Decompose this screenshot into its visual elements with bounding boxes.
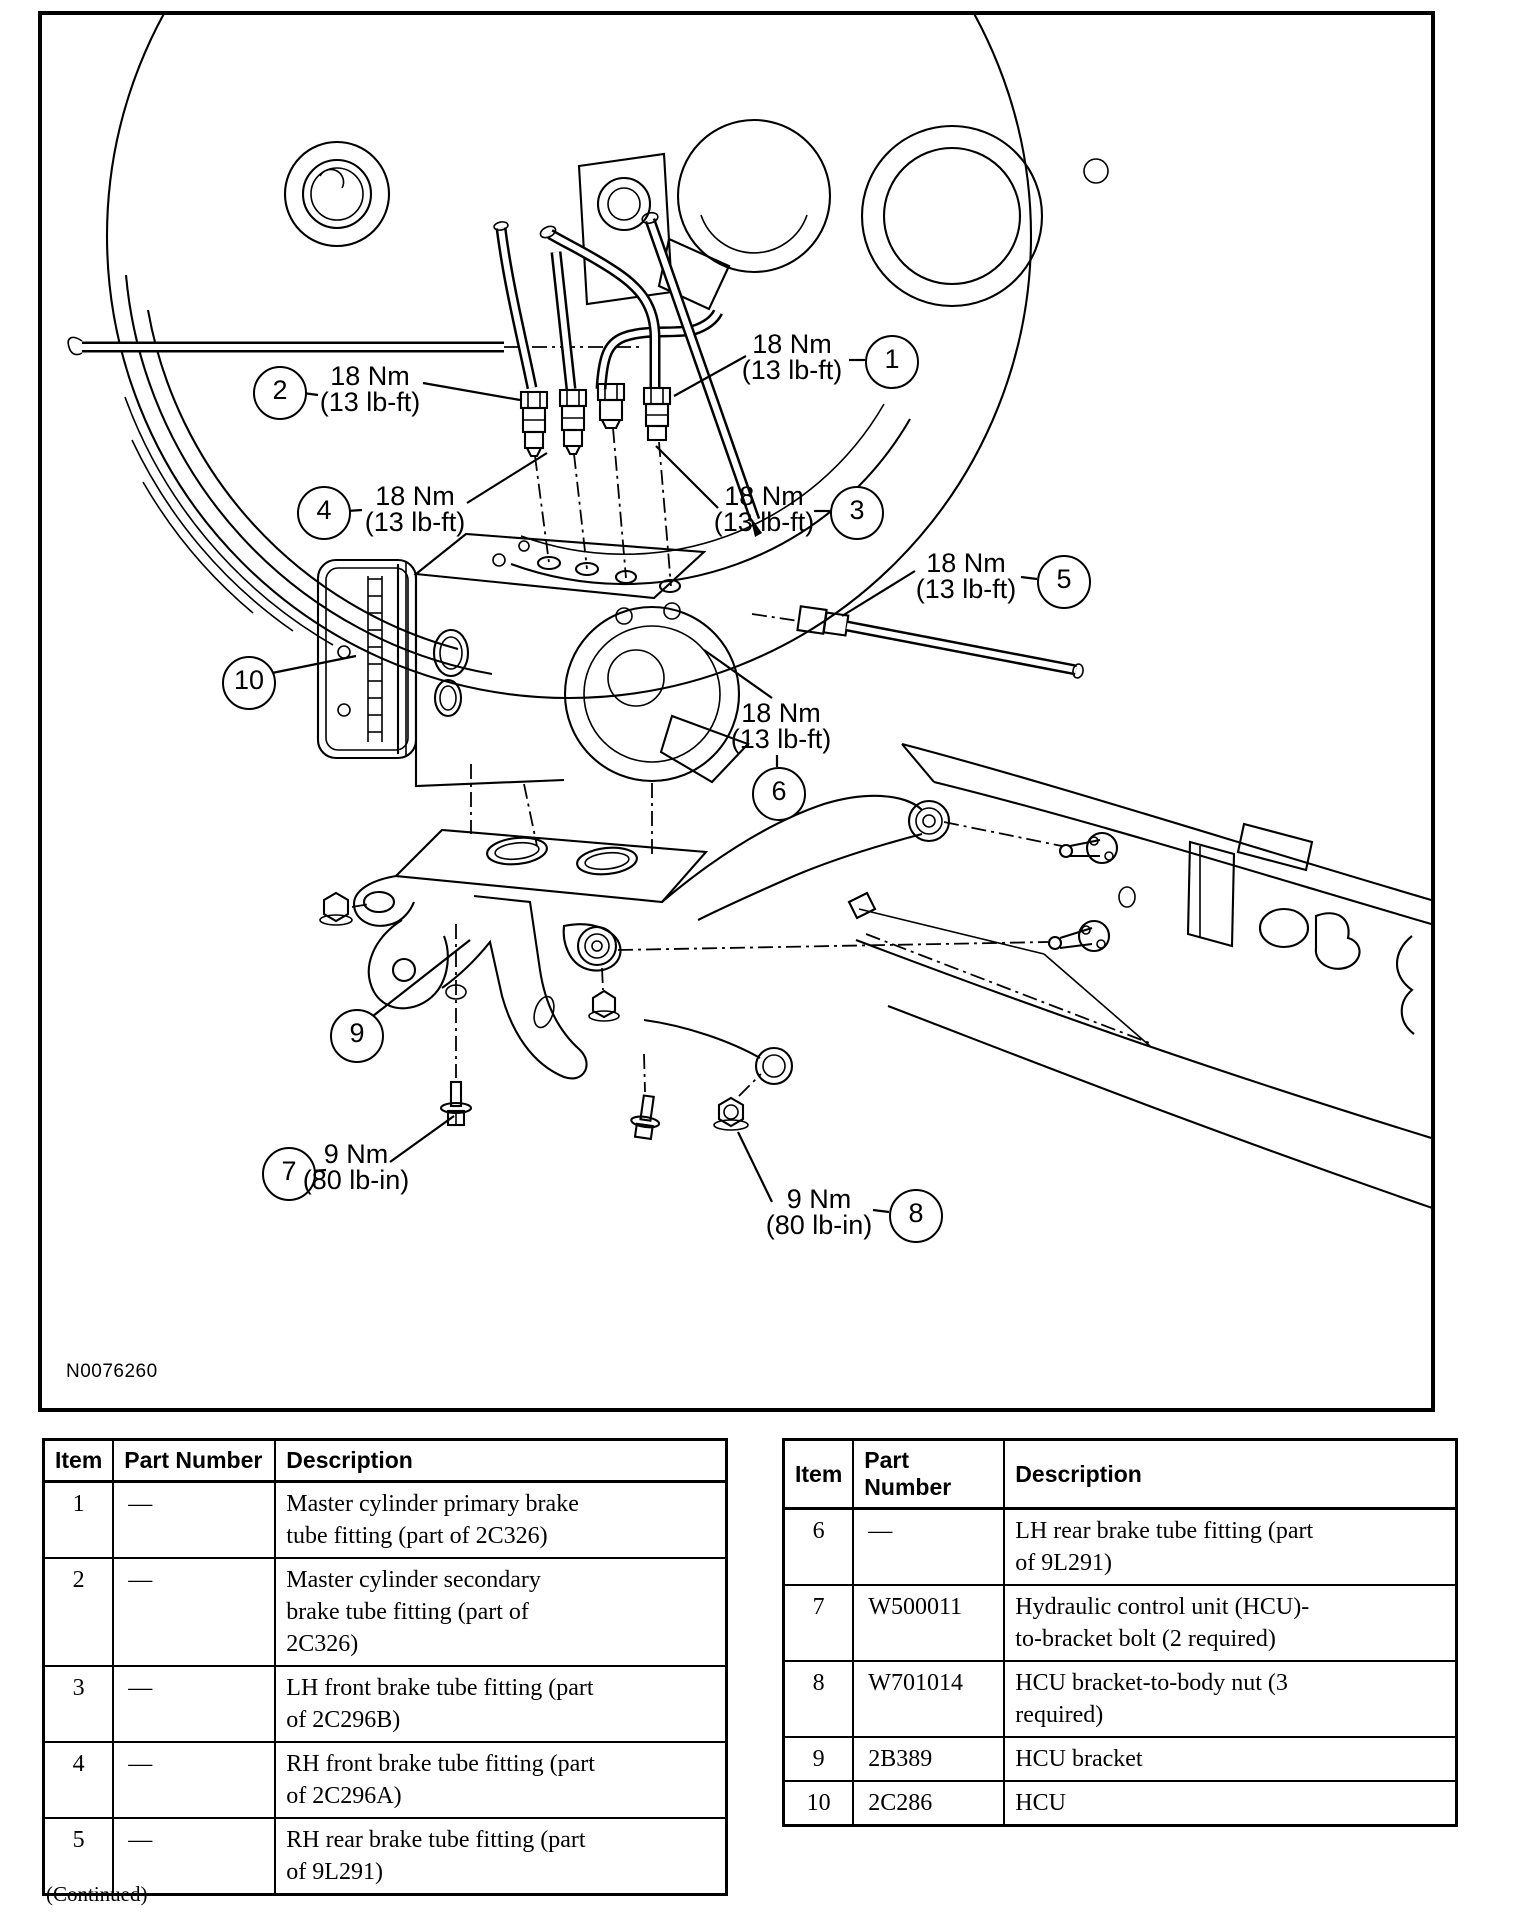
torque-label-5	[891, 550, 1041, 602]
column-header-description: Description	[275, 1440, 726, 1482]
torque-label-8	[744, 1186, 894, 1238]
part-description-cell	[1004, 1781, 1456, 1826]
callout-2: 2	[253, 366, 307, 420]
parts-table-right	[782, 1438, 1458, 1827]
callout-7: 7	[262, 1147, 316, 1201]
callout-3: 3	[830, 486, 884, 540]
torque-label-line: 9 Nm	[786, 1184, 852, 1214]
item-number: 4	[44, 1742, 114, 1818]
part-description: Hydraulic control unit (HCU)-to-bracket bolt (2 required)	[1015, 1594, 1310, 1652]
torque-label-line: 18 Nm	[752, 329, 832, 359]
part-description-cell	[275, 1482, 726, 1559]
item-number: 10	[784, 1781, 854, 1826]
callout-9: 9	[330, 1009, 384, 1063]
callout-6: 6	[752, 767, 806, 821]
column-header-item: Item	[44, 1440, 114, 1482]
torque-label-line: (13 lb-ft)	[915, 574, 1017, 604]
table-row	[44, 1666, 727, 1742]
part-number: 2C286	[853, 1781, 1004, 1826]
part-description-cell	[1004, 1661, 1456, 1737]
torque-label-line: (80 lb-in)	[765, 1210, 873, 1240]
callout-1: 1	[865, 335, 919, 389]
torque-label-line: 9 Nm	[323, 1139, 389, 1169]
torque-label-line: 18 Nm	[741, 698, 821, 728]
part-number: —	[113, 1666, 275, 1742]
table-row	[784, 1737, 1457, 1781]
part-description: RH rear brake tube fitting (part of 9L291)	[286, 1827, 586, 1885]
torque-label-line: 18 Nm	[724, 481, 804, 511]
torque-label-line: (13 lb-ft)	[713, 507, 815, 537]
parts-table-left	[42, 1438, 728, 1896]
item-number: 9	[784, 1737, 854, 1781]
torque-label-line: 18 Nm	[926, 548, 1006, 578]
callout-8: 8	[889, 1189, 943, 1243]
part-number: —	[113, 1558, 275, 1666]
table-row	[44, 1558, 727, 1666]
torque-label-7	[281, 1141, 431, 1193]
part-description: HCU	[1015, 1790, 1066, 1816]
item-number: 3	[44, 1666, 114, 1742]
tube-fittings-drawing	[521, 384, 671, 586]
part-number: —	[113, 1818, 275, 1895]
torque-label-4	[340, 483, 490, 535]
continued-note: (Continued)	[46, 1882, 148, 1906]
table-row	[44, 1482, 727, 1559]
torque-label-6	[706, 700, 856, 752]
torque-label-line: 18 Nm	[375, 481, 455, 511]
part-description-cell	[275, 1818, 726, 1895]
torque-label-line: (13 lb-ft)	[319, 387, 421, 417]
part-description: Master cylinder secondary brake tube fitting (part of 2C326)	[286, 1567, 541, 1657]
part-description-cell	[1004, 1585, 1456, 1661]
part-description: Master cylinder primary brake tube fitting (part of 2C326)	[286, 1491, 579, 1549]
table-row	[784, 1781, 1457, 1826]
item-number: 8	[784, 1661, 854, 1737]
table-row	[44, 1742, 727, 1818]
part-description: HCU bracket-to-body nut (3 required)	[1015, 1670, 1288, 1728]
part-number: —	[113, 1482, 275, 1559]
part-description-cell	[275, 1742, 726, 1818]
part-description: HCU bracket	[1015, 1746, 1143, 1772]
parts-table-left-body	[44, 1482, 727, 1895]
part-description: LH rear brake tube fitting (part of 9L291)	[1015, 1518, 1314, 1576]
torque-label-3	[689, 483, 839, 535]
callout-10: 10	[222, 656, 276, 710]
parts-table-right-header	[784, 1440, 1457, 1509]
part-description-cell	[275, 1666, 726, 1742]
column-header-item: Item	[784, 1440, 854, 1509]
item-number: 1	[44, 1482, 114, 1559]
torque-label-line: 18 Nm	[330, 361, 410, 391]
item-number: 7	[784, 1585, 854, 1661]
item-number: 6	[784, 1509, 854, 1586]
torque-label-line: (80 lb-in)	[302, 1165, 410, 1195]
part-number: 2B389	[853, 1737, 1004, 1781]
hcu-bracket-drawing	[354, 796, 1062, 1084]
item-number: 5	[44, 1818, 114, 1895]
frame-rail-drawing	[849, 744, 1431, 1210]
table-row	[784, 1585, 1457, 1661]
torque-label-line: (13 lb-ft)	[741, 355, 843, 385]
table-row	[784, 1509, 1457, 1586]
parts-table-left-header	[44, 1440, 727, 1482]
part-description: LH front brake tube fitting (part of 2C296B)	[286, 1675, 594, 1733]
parts-table-right-body	[784, 1509, 1457, 1826]
column-header-description: Description	[1004, 1440, 1456, 1509]
exploded-view-figure	[38, 11, 1435, 1412]
part-number: W500011	[853, 1585, 1004, 1661]
column-header-part-number: Part Number	[853, 1440, 1004, 1509]
part-number: —	[113, 1742, 275, 1818]
torque-label-line: (13 lb-ft)	[730, 724, 832, 754]
part-description: RH front brake tube fitting (part of 2C296A)	[286, 1751, 595, 1809]
torque-label-1	[717, 331, 867, 383]
column-header-part-number: Part Number	[113, 1440, 275, 1482]
figure-id: N0076260	[66, 1361, 158, 1382]
part-description-cell	[275, 1558, 726, 1666]
callout-5: 5	[1037, 555, 1091, 609]
part-description-cell	[1004, 1509, 1456, 1586]
torque-label-2	[295, 363, 445, 415]
item-number: 2	[44, 1558, 114, 1666]
fasteners-drawing	[320, 893, 761, 1140]
torque-label-line: (13 lb-ft)	[364, 507, 466, 537]
part-number: —	[853, 1509, 1004, 1586]
part-description-cell	[1004, 1737, 1456, 1781]
callout-4: 4	[297, 486, 351, 540]
table-row	[784, 1661, 1457, 1737]
part-number: W701014	[853, 1661, 1004, 1737]
